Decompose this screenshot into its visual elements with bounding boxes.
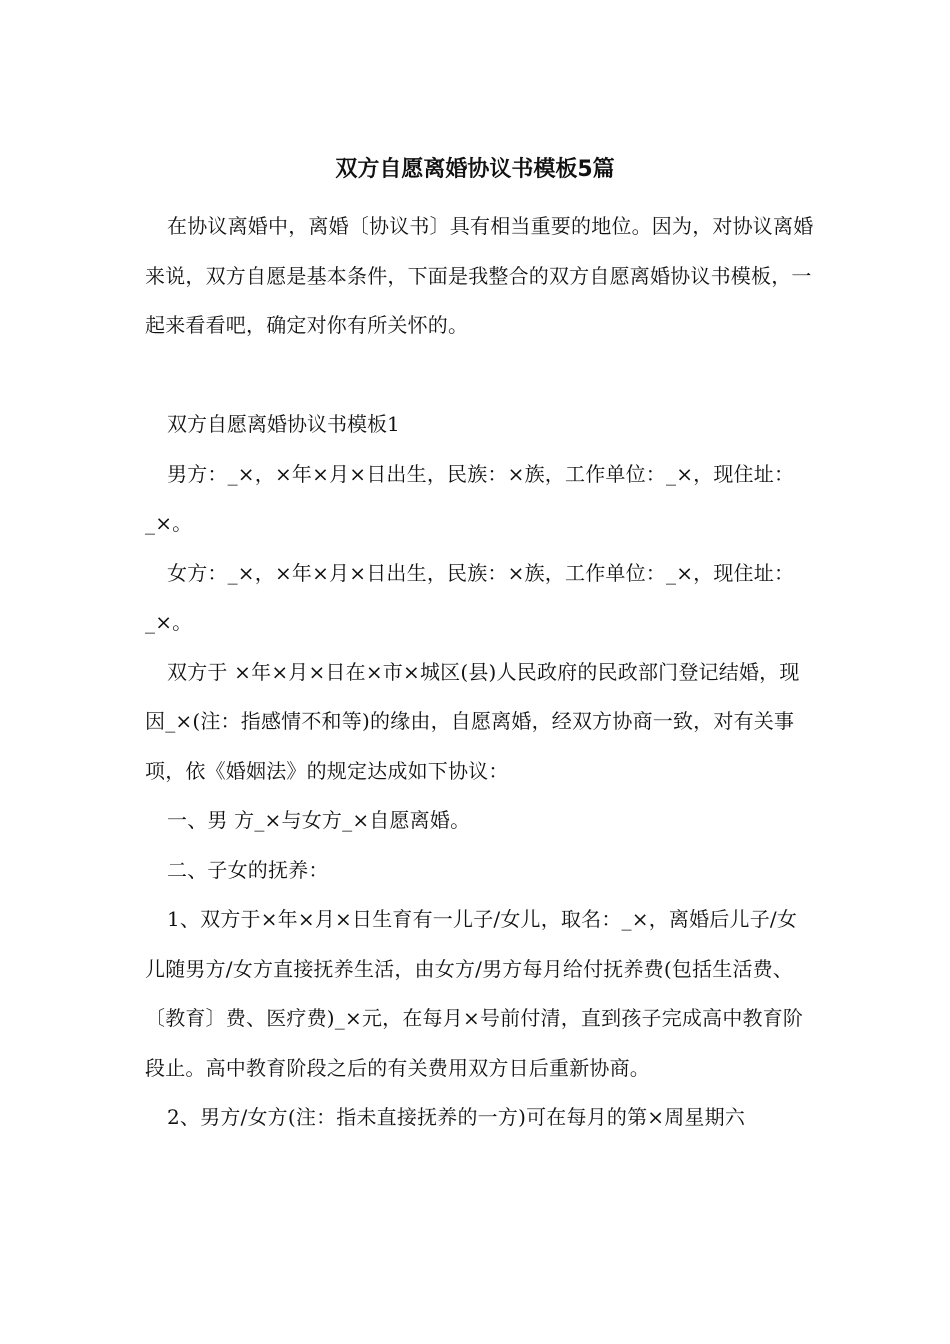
clause-2-1-paragraph: 1、双方于×年×月×日生育有一儿子/女儿，取名：_×，离婚后儿子/女儿随男方/女方直接抚养生活，由女方/男方每月给付抚养费(包括生活费、〔教育〕费、医疗费)_×元，在每月×号前付清，直到孩子完成高中教育阶段止。高中教育阶段之后的有关费用双方日后重新协商。 xyxy=(145,907,804,1080)
female-party-paragraph: 女方：_×，×年×月×日出生，民族：×族，工作单位：_×，现住址：_×。 xyxy=(145,560,795,634)
blank-line xyxy=(145,351,817,401)
document-title: 双方自愿离婚协议书模板5篇 xyxy=(335,157,615,182)
section-heading: 双方自愿离婚协议书模板1 xyxy=(167,412,400,436)
clause-1-paragraph: 一、男 方_×与女方_×自愿离婚。 xyxy=(167,808,471,832)
male-party-paragraph: 男方：_×，×年×月×日出生，民族：×族，工作单位：_×，现住址：_×。 xyxy=(145,461,795,535)
intro-paragraph: 在协议离婚中，离婚〔协议书〕具有相当重要的地位。因为，对协议离婚来说，双方自愿是基本条件，下面是我整合的双方自愿离婚协议书模板，一起来看看吧，确定对你有所关怀的。 xyxy=(145,214,814,337)
clause-2-2-paragraph: 2、男方/女方(注：指未直接抚养的一方)可在每月的第×周星期六 xyxy=(167,1105,746,1129)
document-body xyxy=(145,202,817,1143)
marriage-statement-paragraph: 双方于 ×年×月×日在×市×城区(县)人民政府的民政部门登记结婚，现因_×(注：指感情不和等)的缘由，自愿离婚，经双方协商一致，对有关事项，依《婚姻法》的规定达成如下协议： xyxy=(145,659,800,783)
clause-2-heading: 二、子女的抚养： xyxy=(167,857,329,882)
